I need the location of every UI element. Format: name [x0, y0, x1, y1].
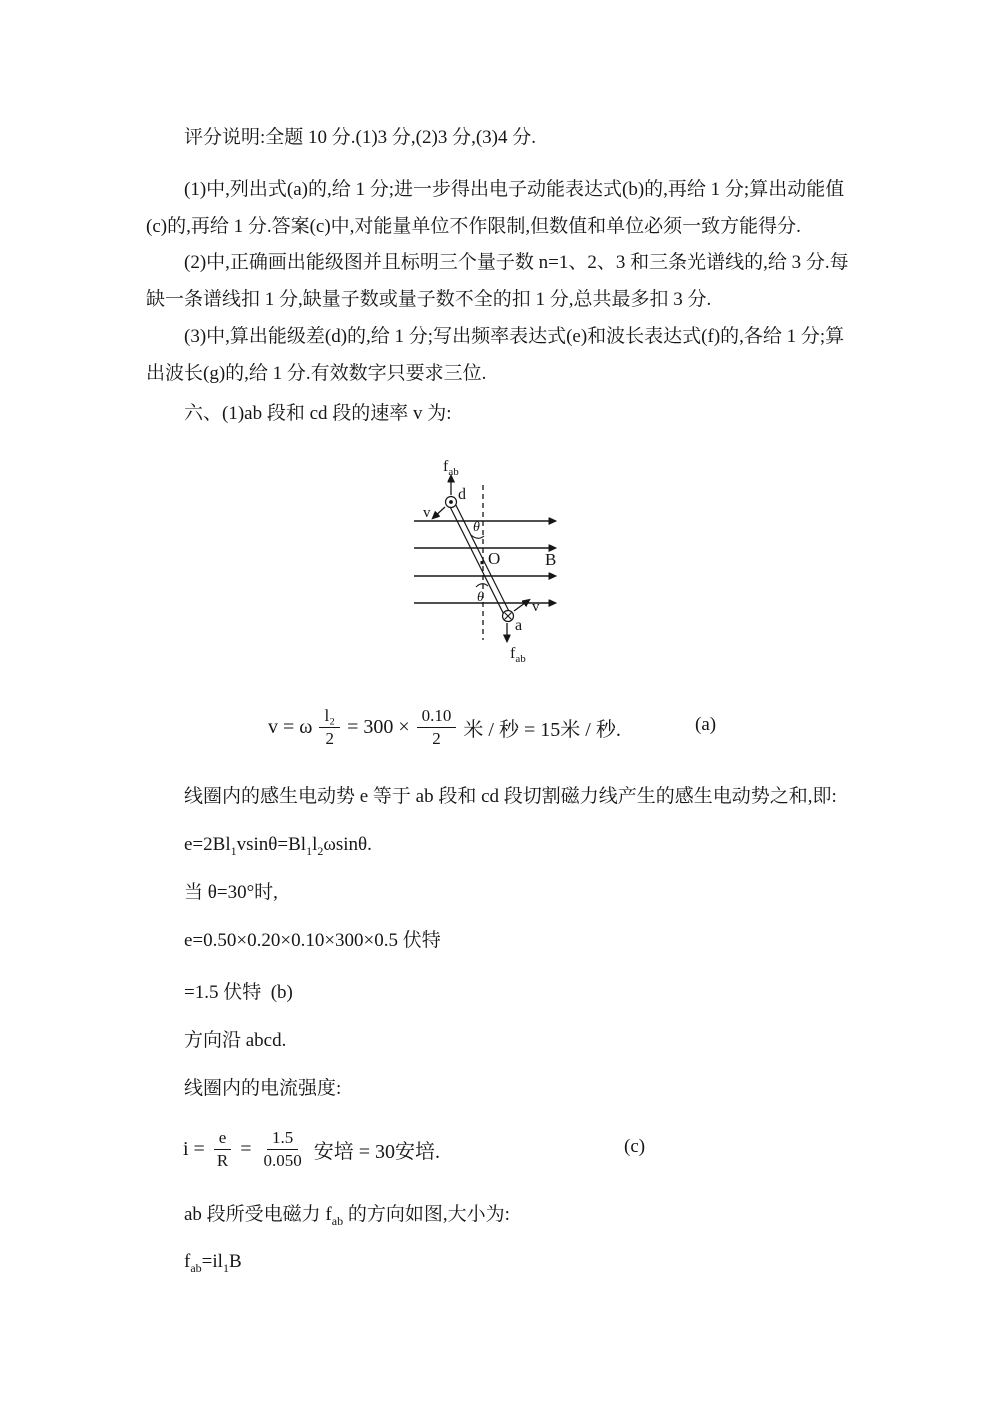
paragraph-emf-intro: 线圈内的感生电动势 e 等于 ab 段和 cd 段切割磁力线产生的感生电动势之和,即: — [184, 786, 837, 807]
paragraph-angle-condition: 当 θ=30°时, — [184, 882, 278, 903]
center-point-dot — [481, 561, 484, 564]
rod-end-d-label: d — [458, 486, 466, 503]
angle-arc-top — [471, 535, 484, 538]
paragraph-force-intro: ab 段所受电磁力 $f_{ab}$ 的方向如图,大小为: — [184, 1204, 510, 1228]
velocity-label-top: v — [423, 505, 431, 521]
paragraph-part1-scoring: (1)中,列出式(a)的,给 1 分;进一步得出电子动能表达式(b)的,再给 1 分;算出动能值(c)的,再给 1 分.答案(c)中,对能量单位不作限制,但数值和单位必须一致方能得分. — [146, 179, 845, 237]
paragraph-current-intro: 线圈内的电流强度: — [184, 1078, 342, 1099]
formula-c-tag: (c) — [624, 1136, 646, 1157]
formula-c-lead: i = — [183, 1137, 205, 1160]
velocity-arrow-top — [433, 507, 445, 518]
velocity-arrow-bottom — [514, 600, 529, 611]
formula-a-tag: (a) — [695, 714, 717, 735]
formula-a-fraction-2: $\frac{0.10}{2}$ — [417, 705, 457, 749]
paragraph-direction: 方向沿 abcd. — [184, 1030, 287, 1051]
force-label-bottom: $f_{ab}$ — [510, 645, 526, 665]
formula-a-mid: = 300 × — [347, 715, 410, 738]
physics-diagram — [403, 448, 593, 678]
formula-c — [183, 1123, 440, 1175]
formula-a-fraction-1: $\frac{\text{l₂}}{2}$ — [319, 705, 340, 749]
formula-c-result: 安培 = 30安培. — [313, 1140, 440, 1163]
force-label-top: $f_{ab}$ — [443, 458, 459, 478]
velocity-label-bottom: v — [532, 599, 540, 615]
formula-a-lead: v = ω — [268, 715, 313, 738]
paragraph-scoring-summary: 评分说明:全题 10 分.(1)3 分,(2)3 分,(3)4 分. — [184, 127, 536, 148]
paragraph-part3-scoring: (3)中,算出能级差(d)的,给 1 分;写出频率表达式(e)和波长表达式(f)的,各给 1 分;算出波长(g)的,给 1 分.有效数字只要求三位. — [146, 326, 845, 384]
paragraph-force-formula: $f_{ab}=il_1B$ — [184, 1251, 242, 1275]
formula-a — [268, 701, 621, 753]
formula-c-mid: = — [240, 1137, 252, 1160]
angle-label-bottom: θ — [477, 590, 484, 605]
paragraph-emf-formula: $e=2Bl_1vsin\theta=Bl_1l_2\omega\sin\theta$. — [184, 834, 372, 858]
formula-a-result: 米 / 秒 = 15米 / 秒. — [463, 718, 621, 741]
formula-c-fraction-2: $\frac{1.5}{0.050}$ — [263, 1128, 302, 1170]
formula-c-fraction-1: $\frac{e}{R}$ — [212, 1127, 233, 1171]
rod-end-a-label: a — [515, 617, 523, 634]
paragraph-emf-calculation: e=0.50×0.20×0.10×300×0.5 伏特 — [184, 930, 441, 951]
angle-arc-bottom — [476, 584, 488, 587]
paragraph-part2-scoring: (2)中,正确画出能级图并且标明三个量子数 n=1、2、3 和三条光谱线的,给 3 分.每缺一条谱线扣 1 分,缺量子数或量子数不全的扣 1 分,总共最多扣 3 分. — [146, 252, 849, 310]
center-o-label: O — [488, 549, 501, 568]
angle-label-top: θ — [473, 520, 480, 535]
field-b-label: B — [545, 550, 557, 569]
current-out-dot — [450, 501, 453, 504]
paragraph-question6-intro: 六、(1)ab 段和 cd 段的速率 v 为: — [184, 403, 452, 424]
paragraph-emf-result-b: =1.5 伏特 (b) — [184, 982, 293, 1003]
